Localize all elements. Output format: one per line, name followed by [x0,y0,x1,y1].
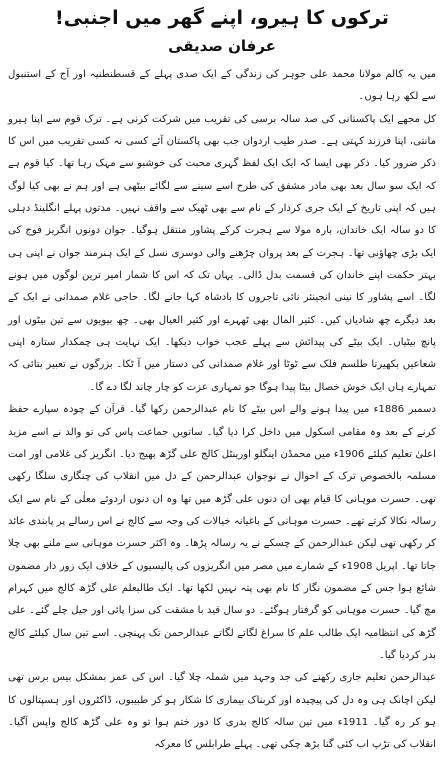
paragraph: دسمبر 1886ء میں پیدا ہونے والے اس بیٹے کا نام عبدالرحمن رکھا گیا۔ قرآن کے چودہ سپارے حفظ کرنے کے بعد وہ مقامی اسکول میں داخل کرا دیا گیا۔ ساتویں جماعت پاس کی تو والد نے اسے مزید اعلیٰ تعلیم کیلئے 1906ء میں محمڈن اینگلو اورینٹل کالج علی گڑھ بھیج دیا۔ انگریز کی غلامی اور امت مسلمہ بالخصوص ترک کے احوال نے نوجوان عبدالرحمن کے دل میں انقلاب کی چنگاری سلگا رکھی تھی۔ حسرت موہانی کا قیام بھی ان دنوں علی گڑھ میں تھا وہ ان دنوں اردوئے معلٰی کے نام سے ایک رسالہ نکالا کرتے تھے۔ حسرت موہانی کے باغیانہ خیالات کی وجہ سے کالج نے اس رسالے پر پابندی عائد کر رکھی تھی لیکن عبدالرحمن کے چسکے نے یہ رسالہ پڑھا۔ وہ اکثر حسرت موہانی سے ملنے بھی چلا جاتا تھا۔ اپریل 1908ء کے شمارے میں مصر میں انگریزوں کی پالیسیوں کے خلاف ایک زور دار مضمون شائع ہوا جس کے مضمون نگار کا نام بھی پتہ نہیں لکھا تھا۔ ایک طالبعلم علی گڑھ کالج میں کہرام مچ گیا۔ حسرت موہانی کو گرفتار ہوگئے۔ دو سال قید با مشقت کی سزا پائی اور جیل چلے گئے۔ علی گڑھ کی انتظامیہ ایک طالب علم کا سراغ لگاتے لگاتے عبدالرحمن تک پہنچی۔ اسے تین سال کیلئے کالج بدر کردیا گیا۔ [8,404,437,661]
article-headline: ترکوں کا ہیرو، اپنے گھر میں اجنبی! [55,7,389,29]
author-byline: عرفان صدیقی [168,37,276,55]
paragraph: کل مجھے ایک پاکستانی کی صد سالہ برسی کی تقریب میں شرکت کرنی ہے۔ ترک قوم سے اپنا ہیرو مانتی، اپنا فرزند کہتی ہے۔ صدر طیب اردوان جب بھی پاکستان آئے کسی نہ کسی تقریب میں اس کا ذکر ضرور کیا۔ ذکر بھی ایسا کہ ایک ایک لفظ گہری محبت کی خوشبو سے مہک رہا تھا۔ کیا قوم ہے کہ ایک سو سال بعد بھی مادر مشفق کی طرح اسے سینے سے لگائے بیٹھی ہے اور ہم نے بھی کیا لوگ ہیں کہ اپنی تاریخ کے ایک جری کردار کے نام سے بھی ٹھیک سے واقف نہیں۔ مدتوں پہلے انگلینڈ دہلی کا دو سالہ ایک خاندان، بارہ مولا سے ہجرت کرکے پشاور منتقل ہوگیا۔ جوان دونوں انگریز فوج کی ایک بڑی چھاؤنی تھا۔ ہجرت کے بعد پروان چڑھنے والی دوسری نسل کے ایک ہنرمند جوان نے اپنی ہی بہتر حکمت اپنے خاندان کی قسمت بدل ڈالی۔ یہاں تک کہ اس کا شمار امیر ترین لوگوں میں ہونے لگا۔ اسے پشاور کا نینی انجینئر نائی تاجروں کا بادشاہ کہا جانے لگا۔ حاجی غلام صمدانی نے ایک کے بعد دیگرے چھ شادیاں کیں۔ کثیر المال بھی ٹھہرے اور کثیر العیال بھی۔ چھ بیویوں سے تین بیٹوں اور پانچ بیٹیاں۔ ایک بیٹے کی پیدائش سے پہلے عجب خواب دیکھا۔ ایک نہایت ہی چمکدار ستارہ اپنی شعاعیں بکھیرتا طلسم فلک سے ٹوٹا اور غلام صمدانی کی دستار میں آ ٹکا۔ بزرگوں نے تعبیر بتائی کہ تمہارے ہاں ایک خوش خصال بیٹا پیدا ہوگا جو تمہاری عزت کو چار چاند لگا دے گا۔ [8,113,436,393]
paragraph: میں یہ کالم مولانا محمد علی جوہر کی زندگی کے ایک صدی پہلے کے قسطنطنیہ اور آج کے استنبول سے لکھ رہا ہوں۔ [8,69,436,103]
paragraph: عبدالرحمن تعلیم جاری رکھنے کی جد وجہد میں شملہ چلا گیا۔ اس کی عمر بمشکل بیس برس تھی لیکن اچانک ہی وہ دل کی پیچیدہ اور کربناک بیماری کا شکار ہو کر طبیبوں، ڈاکٹروں اور ہسپتالوں کا ہو کر رہ گیا۔ 1911ء میں تین سالہ کالج بدری کا دور ختم ہوا تو وہ علی گڑھ کالج واپس آگیا۔ انقلاب کی تڑپ اب کئی گنا بڑھ چکی تھی۔ پہلے طرابلس کا معرکہ [8,672,436,751]
article-body [8,64,436,757]
